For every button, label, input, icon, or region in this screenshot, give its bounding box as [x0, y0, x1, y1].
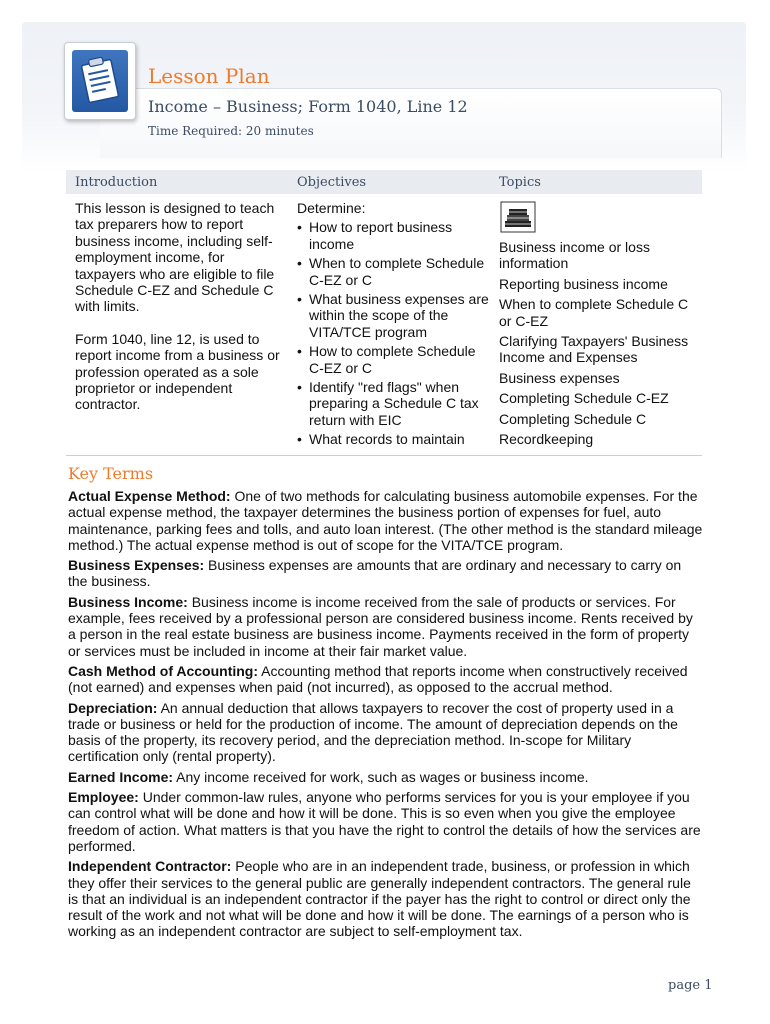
key-term: [68, 858, 704, 939]
topic-item: Completing Schedule C-EZ: [499, 390, 669, 407]
key-term: [68, 700, 704, 765]
term-definition: One of two methods for calculating business automobile expenses. For the actual expense method, the taxpayer determines the business portion of expenses for fuel, auto maintenance, parking fees and tolls, and auto loan interest. (The other method is the standard mileage method.) The actual expense method is out of scope for the VITA/TCE program.: [68, 488, 703, 553]
books-icon: [500, 201, 536, 233]
key-term: [68, 789, 704, 854]
clipboard-checklist-icon: [64, 42, 136, 120]
objective-item: • What business expenses are within the scope of the VITA/TCE program: [297, 291, 492, 340]
term-name: Employee:: [68, 789, 139, 806]
page-number: page 1: [668, 978, 713, 993]
table-divider: [66, 455, 702, 456]
key-terms-list: [68, 488, 704, 944]
term-name: Earned Income:: [68, 768, 174, 785]
key-term: [68, 557, 704, 590]
key-terms-title: Key Terms: [68, 464, 154, 483]
term-definition: Accounting method that reports income when constructively received (not earned) and expenses when paid (not incurred), as opposed to the accrual method.: [68, 662, 688, 696]
objective-item: • How to report business income: [297, 219, 492, 252]
objective-item: • Identify "red flags" when preparing a Schedule C tax return with EIC: [297, 379, 492, 428]
topics-column: [499, 239, 699, 451]
term-definition: Business expenses are amounts that are ordinary and necessary to carry on the business.: [68, 557, 682, 590]
topic-item: When to complete Schedule C or C-EZ: [499, 296, 689, 329]
topic-item: Business expenses: [499, 369, 620, 386]
term-definition: Business income is income received from the sale of products or services. For example, fees received by a professional person are considered business income. Rents received by a person in the real estate business are business income. Payments received in the form of property or services must be included in income at their fair market value.: [68, 593, 693, 659]
lesson-plan-title: Lesson Plan: [148, 64, 270, 88]
topic-item: Completing Schedule C: [499, 410, 647, 427]
key-term: [68, 488, 704, 553]
topic-item: Business income or loss information: [499, 239, 650, 272]
term-name: Business Expenses:: [68, 557, 205, 574]
table-header-row: [66, 170, 702, 194]
objective-item: • What records to maintain: [297, 431, 492, 447]
objectives-column: [297, 200, 492, 448]
key-term: [68, 594, 704, 659]
intro-paragraph: Form 1040, line 12, is used to report income from a business or profession operated as a sole proprietor or independent contractor.: [75, 330, 280, 413]
key-term: [68, 663, 704, 696]
topic-item: Clarifying Taxpayers' Business Income and Expenses: [499, 333, 689, 366]
objectives-header: Objectives: [297, 175, 367, 190]
introduction-header: Introduction: [75, 175, 158, 190]
objectives-lead: Determine:: [297, 200, 366, 216]
introduction-column: [75, 200, 285, 429]
objective-item: • When to complete Schedule C-EZ or C: [297, 255, 492, 288]
term-name: Depreciation:: [68, 699, 158, 716]
term-name: Business Income:: [68, 593, 188, 610]
term-definition: People who are in an independent trade, business, or profession in which they offer their services to the general public are generally independent contractors. The general rule is that an individual is an independent contractor if the payer has the right to control or direct only the result of the work and not what will be done and how it will be done. The earnings of a person who is working as an independent contractor are subject to self-employment tax.: [68, 858, 691, 940]
topic-item: Recordkeeping: [499, 431, 594, 448]
term-definition: Any income received for work, such as wages or business income.: [173, 768, 589, 785]
key-term: [68, 769, 704, 785]
objectives-list: [297, 219, 492, 447]
term-name: Actual Expense Method:: [68, 488, 231, 504]
objective-item: • How to complete Schedule C-EZ or C: [297, 343, 492, 376]
lesson-subtitle: Income – Business; Form 1040, Line 12: [148, 97, 468, 116]
term-name: Independent Contractor:: [68, 858, 232, 875]
intro-paragraph: This lesson is designed to teach tax preparers how to report business income, including self-employment income, for taxpayers who are eligible to file Schedule C-EZ and Schedule C with limits.: [75, 200, 275, 315]
time-required: Time Required: 20 minutes: [148, 124, 314, 138]
term-definition: Under common-law rules, anyone who performs services for you is your employee if you can control what will be done and how it will be done. This is so even when you give the employee freedom of action. What matters is that you have the right to control the details of how the services are performed.: [68, 789, 701, 854]
term-name: Cash Method of Accounting:: [68, 662, 259, 679]
topic-item: Reporting business income: [499, 275, 668, 292]
topics-header: Topics: [499, 175, 541, 190]
term-definition: An annual deduction that allows taxpayers to recover the cost of property used in a trade or business or held for the production of income. The amount of depreciation depends on the basis of the property, its recovery period, and the depreciation method. In-scope for Military certification only (rental property).: [68, 699, 678, 765]
